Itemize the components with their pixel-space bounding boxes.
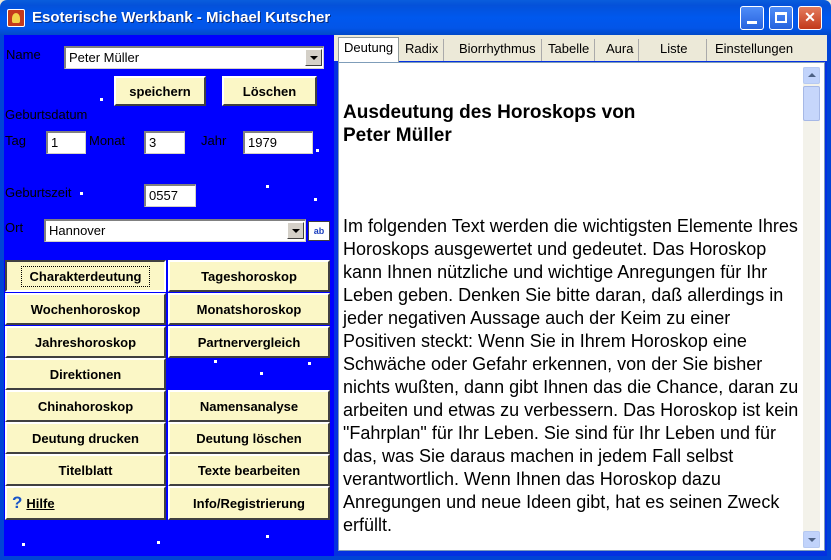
- minimize-icon: [747, 21, 757, 24]
- window-title: Esoterische Werkbank - Michael Kutscher: [32, 9, 331, 26]
- month-label: Monat: [89, 133, 126, 148]
- titelblatt-button[interactable]: Titelblatt: [5, 454, 166, 486]
- close-button[interactable]: [798, 6, 822, 30]
- chevron-down-icon[interactable]: [305, 49, 322, 66]
- name-label: Name: [6, 47, 41, 62]
- scroll-up-icon[interactable]: [803, 67, 820, 84]
- wochenhoroskop-button[interactable]: Wochenhoroskop: [5, 293, 166, 325]
- jahreshoroskop-button[interactable]: Jahreshoroskop: [5, 326, 166, 358]
- help-button[interactable]: ? Hilfe: [5, 486, 166, 520]
- tab-strip: [334, 35, 827, 61]
- document-view[interactable]: [338, 62, 825, 551]
- chinahoroskop-button[interactable]: Chinahoroskop: [5, 390, 166, 422]
- tab-liste[interactable]: Liste: [655, 39, 707, 61]
- month-field[interactable]: 3: [144, 131, 185, 154]
- texte-bearbeiten-button[interactable]: Texte bearbeiten: [168, 454, 330, 486]
- star-decoration: [214, 360, 217, 363]
- scroll-down-icon[interactable]: [803, 531, 820, 548]
- day-field[interactable]: 1: [46, 131, 86, 154]
- tab-biorrhythmus[interactable]: Biorrhythmus: [454, 39, 542, 61]
- direktionen-button[interactable]: Direktionen: [5, 358, 166, 390]
- tageshoroskop-button[interactable]: Tageshoroskop: [168, 260, 330, 292]
- chevron-down-icon[interactable]: [287, 222, 304, 239]
- name-combo[interactable]: [64, 46, 324, 69]
- info-button[interactable]: Info/Registrierung: [168, 486, 330, 520]
- deutung-loeschen-button[interactable]: Deutung löschen: [168, 422, 330, 454]
- tab-radix[interactable]: Radix: [400, 39, 444, 61]
- star-decoration: [308, 362, 311, 365]
- maximize-button[interactable]: [769, 6, 793, 30]
- vertical-scrollbar[interactable]: [803, 67, 820, 548]
- deutung-drucken-button[interactable]: Deutung drucken: [5, 422, 166, 454]
- year-field[interactable]: 1979: [243, 131, 313, 154]
- star-decoration: [316, 149, 319, 152]
- delete-button[interactable]: Löschen: [222, 76, 317, 106]
- tab-einstellungen[interactable]: Einstellungen: [715, 41, 794, 56]
- star-decoration: [266, 185, 269, 188]
- help-icon: ?: [12, 493, 23, 512]
- star-decoration: [266, 535, 269, 538]
- star-decoration: [260, 372, 263, 375]
- maximize-icon: [775, 12, 787, 23]
- name-value: Peter Müller: [69, 50, 140, 65]
- partnervergleich-button[interactable]: Partnervergleich: [168, 326, 330, 358]
- namensanalyse-button[interactable]: Namensanalyse: [168, 390, 330, 422]
- title-bar[interactable]: [0, 0, 831, 35]
- document-text: [343, 101, 799, 537]
- tab-aura[interactable]: Aura: [601, 39, 639, 61]
- place-edit-button[interactable]: ab: [308, 221, 330, 241]
- year-label: Jahr: [201, 133, 227, 148]
- star-decoration: [22, 543, 25, 546]
- birthtime-label: Geburtszeit: [5, 185, 72, 200]
- charakterdeutung-button[interactable]: Charakterdeutung: [5, 260, 166, 292]
- monatshoroskop-button[interactable]: Monatshoroskop: [168, 293, 330, 325]
- close-icon: ✕: [804, 9, 816, 25]
- star-decoration: [314, 198, 317, 201]
- document-body: Im folgenden Text werden die wichtigsten Elemente Ihres Horoskops ausgewertet und gedeutet. Das Horoskop kann Ihnen nützliche und wichtige Anregungen für Ihr Leben geben. Denken Sie bitte daran, daß allerdings in jeder negativen Aussage auch der Keim zu einer Positiven steckt: Wenn Sie in Ihrem Horoskop eine Schwäche oder Gefahr erkennen, von der Sie bisher nichts wußten, dann gibt Ihnen das die Chance, daran zu arbeiten und etwas zu verbessern. Das Horoskop ist kein "Fahrplan" für Ihr Leben. Sie sind für Ihr Leben und für das, was Sie daraus machen in jedem Fall selbst verantwortlich. Wenn Ihnen das Horoskop dazu Anregungen und neue Ideen gibt, hat es seinen Zweck erfüllt.: [343, 216, 799, 535]
- star-decoration: [157, 541, 160, 544]
- birthdate-label: Geburtsdatum: [5, 107, 88, 122]
- save-button[interactable]: speichern: [114, 76, 206, 106]
- tab-deutung[interactable]: Deutung: [338, 37, 399, 62]
- star-decoration: [100, 98, 103, 101]
- birthtime-field[interactable]: 0557: [144, 184, 196, 207]
- document-heading: Ausdeutung des Horoskops von Peter Müller: [343, 102, 636, 146]
- day-label: Tag: [5, 133, 26, 148]
- place-label: Ort: [5, 220, 24, 235]
- star-decoration: [80, 192, 83, 195]
- place-combo[interactable]: [44, 219, 306, 242]
- scroll-thumb[interactable]: [803, 86, 820, 121]
- tab-tabelle[interactable]: Tabelle: [543, 39, 595, 61]
- place-value: Hannover: [49, 223, 106, 238]
- minimize-button[interactable]: [740, 6, 764, 30]
- left-panel: [4, 35, 334, 556]
- app-icon[interactable]: [7, 9, 25, 27]
